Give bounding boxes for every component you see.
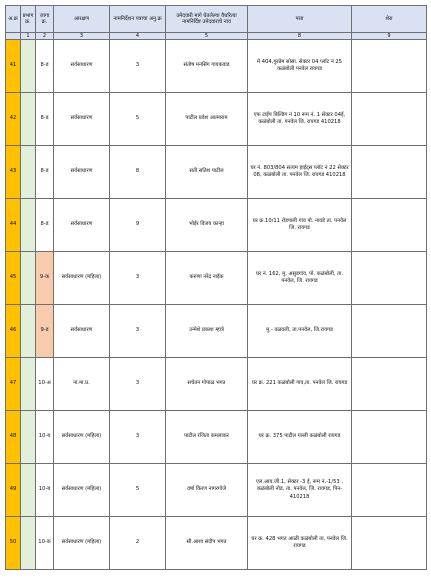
cell-jaga: 9-ड [36, 305, 54, 358]
cell-prabhag [21, 252, 36, 305]
table-row [6, 517, 427, 570]
header-arakshan: आरक्षण [54, 6, 110, 33]
cell-arakshan: सर्वसाधारण (महिला) [54, 464, 110, 517]
cell-prabhag [21, 517, 36, 570]
cell-arakshan: सर्वसाधारण [54, 199, 110, 252]
colnum: 4 [110, 33, 166, 40]
table-row [6, 305, 427, 358]
cell-prabhag [21, 93, 36, 146]
cell-nirdeshan: 3 [110, 358, 166, 411]
cell-address: मु.- वळवली, ता.पनवेल, जि.रायगड [248, 305, 352, 358]
cell-nirdeshan: 3 [110, 252, 166, 305]
cell-nirdeshan: 8 [110, 146, 166, 199]
colnum: 1 [21, 33, 36, 40]
cell-sr: 44 [6, 199, 21, 252]
cell-remark [352, 93, 427, 146]
table-row [6, 464, 427, 517]
cell-name: सती सतिश पाटील [166, 146, 248, 199]
table-row [6, 93, 427, 146]
cell-sr: 49 [6, 464, 21, 517]
cell-address: मे 404,गुरप्रेम सोसा. सेक्टर 04 प्लॉट नं 25 कळंबोली पनवेल रायगड [248, 40, 352, 93]
cell-jaga: 8-ड [36, 199, 54, 252]
cell-name: उन्मेशे प्रकाश म्हात्रे [166, 305, 248, 358]
cell-address: एल.आय.जी.1, सेक्टर -3 ई, रूम नं.-1/53 , कळंबोली नोड, ता. पनवेल, जि. रायगड, पिन- 410218 [248, 464, 352, 517]
cell-address: एफ टाईप बिल्डिंग नं 10 रूम नं. 1 सेक्टर 04ई, कळंबोली ता. पनवेल जि. रायगड 410218 [248, 93, 352, 146]
cell-nirdeshan: 5 [110, 464, 166, 517]
cell-address: घर नं. 803/804 सत्यम हाईट्स प्लॉट नं 22 सेक्टर 08, कळंबोली ता. पनवेल जि. रायगड 410218 [248, 146, 352, 199]
cell-prabhag [21, 40, 36, 93]
cell-name: वर्षा किरण नागरगोजे [166, 464, 248, 517]
cell-jaga: 8-ड [36, 93, 54, 146]
cell-nirdeshan: 3 [110, 305, 166, 358]
cell-nirdeshan: 9 [110, 199, 166, 252]
cell-sr: 50 [6, 517, 21, 570]
table-row [6, 146, 427, 199]
cell-address: घर नं. 162, मु. असुडगांव, पो. कळंबोली, ता. पनवेल, जि. रायगड [248, 252, 352, 305]
cell-name: सचेतन गोपाळ भगत [166, 358, 248, 411]
colnum: 3 [54, 33, 110, 40]
cell-remark [352, 199, 427, 252]
cell-arakshan: सर्वसाधारण [54, 93, 110, 146]
cell-address: घर क्र.10/11 रोडपाली गाव पो. नावडे ता. पनवेल जि. रायगड [248, 199, 352, 252]
cell-name: सौ.आशा संदीप भगत [166, 517, 248, 570]
cell-sr: 48 [6, 411, 21, 464]
cell-arakshan: सर्वसाधारण [54, 40, 110, 93]
cell-prabhag [21, 146, 36, 199]
header-address: पत्ता [248, 6, 352, 33]
cell-nirdeshan: 3 [110, 40, 166, 93]
cell-sr: 47 [6, 358, 21, 411]
cell-jaga: 10-ब [36, 464, 54, 517]
candidate-table [5, 5, 427, 570]
cell-jaga: 10-ब [36, 411, 54, 464]
cell-prabhag [21, 464, 36, 517]
cell-name: करुणा नरेंद्र नाईक [166, 252, 248, 305]
cell-remark [352, 358, 427, 411]
colnum: 9 [352, 33, 427, 40]
table-row [6, 199, 427, 252]
cell-arakshan: सर्वसाधारण (महिला) [54, 517, 110, 570]
cell-remark [352, 464, 427, 517]
cell-name: भोईर विजय कान्हा [166, 199, 248, 252]
table-row [6, 40, 427, 93]
cell-jaga: 8-ड [36, 146, 54, 199]
cell-jaga: 8-ड [36, 40, 54, 93]
table-row [6, 358, 427, 411]
cell-remark [352, 305, 427, 358]
cell-remark [352, 252, 427, 305]
colnum: 8 [248, 33, 352, 40]
table-row [6, 411, 427, 464]
table-body [6, 40, 427, 570]
table-row [6, 252, 427, 305]
cell-arakshan: सर्वसाधारण [54, 305, 110, 358]
cell-jaga: 9-क [36, 252, 54, 305]
cell-remark [352, 517, 427, 570]
cell-sr: 41 [6, 40, 21, 93]
cell-sr: 45 [6, 252, 21, 305]
header-remark: शेरा [352, 6, 427, 33]
header-nirdeshan: नामनिर्देशन पत्राचा अनु.क्र [110, 6, 166, 33]
cell-prabhag [21, 199, 36, 252]
column-number-row [6, 33, 427, 40]
cell-name: पाटील रंजिता कमलाकर [166, 411, 248, 464]
colnum: 5 [166, 33, 248, 40]
header-jaga: जागा क्र. [36, 6, 54, 33]
cell-prabhag [21, 411, 36, 464]
cell-remark [352, 411, 427, 464]
header-prabhag: प्रभाग क्र. [21, 6, 36, 33]
cell-arakshan: सर्वसाधारण [54, 146, 110, 199]
cell-sr: 46 [6, 305, 21, 358]
cell-address: घर क्र. 375 पाटील गल्ली कळंबोली रायगड [248, 411, 352, 464]
cell-prabhag [21, 358, 36, 411]
cell-jaga: 10-क [36, 517, 54, 570]
cell-nirdeshan: 2 [110, 517, 166, 570]
colnum: 2 [36, 33, 54, 40]
cell-name: पाटील प्रवेश आत्माराम [166, 93, 248, 146]
cell-remark [352, 146, 427, 199]
cell-address: घर क्र. 428 भगत आळी कळंबोली ता. पनवेल जि. रायगड [248, 517, 352, 570]
cell-sr: 43 [6, 146, 21, 199]
cell-arakshan: ना.मा.प्र. [54, 358, 110, 411]
cell-arakshan: सर्वसाधारण (महिला) [54, 252, 110, 305]
cell-arakshan: सर्वसाधारण (महिला) [54, 411, 110, 464]
cell-nirdeshan: 5 [110, 93, 166, 146]
cell-jaga: 10-अ [36, 358, 54, 411]
cell-sr: 42 [6, 93, 21, 146]
cell-prabhag [21, 305, 36, 358]
cell-nirdeshan: 3 [110, 411, 166, 464]
colnum-blank [6, 33, 21, 40]
header-name: उमेदवारी मागे घेतलेल्या वैधरित्या नामनिर्दिष्ट उमेदवाराचे नाव [166, 6, 248, 33]
header-row [6, 6, 427, 33]
cell-remark [352, 40, 427, 93]
cell-address: घर क्र. 221 कळंबोली गाव,ता. पनवेल जि. रायगड [248, 358, 352, 411]
cell-name: संतोष मनसिंग गायकवाड [166, 40, 248, 93]
header-sr: अ.क्र [6, 6, 21, 33]
